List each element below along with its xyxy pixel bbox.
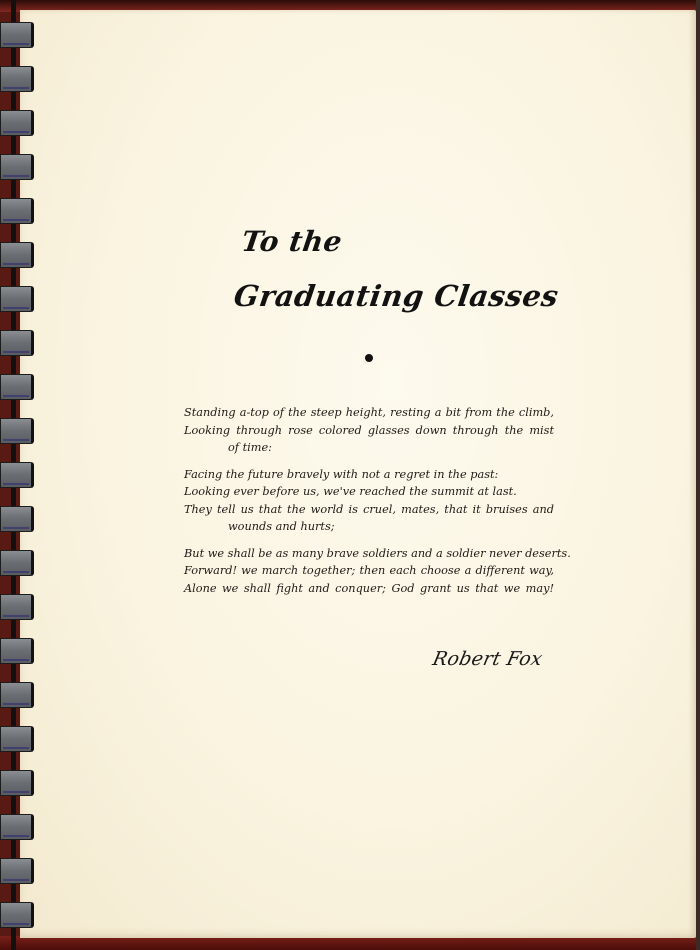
- spiral-coil: [0, 814, 34, 840]
- poem-line: But we shall be as many brave soldiers and a soldier never deserts.: [184, 546, 571, 560]
- poem-line: Standing a-top of the steep height, resting a bit from the climb,: [184, 406, 554, 419]
- poem-line: Looking through rose colored glasses down through the mist: [184, 423, 554, 437]
- spiral-coil: [0, 550, 34, 576]
- spiral-coil: [0, 374, 34, 400]
- author-signature: Robert Fox: [430, 648, 545, 670]
- spiral-coil: [0, 242, 34, 268]
- spiral-coil: [0, 462, 34, 488]
- spiral-coil: [0, 726, 34, 752]
- spiral-coil: [0, 682, 34, 708]
- spiral-coil: [0, 858, 34, 884]
- cover-bottom-edge: [0, 936, 700, 950]
- poem-line: wounds and hurts;: [228, 520, 335, 533]
- spiral-coil: [0, 330, 34, 356]
- poem-line: Alone we shall fight and conquer; God grant us that we may!: [184, 581, 554, 595]
- poem-line: Forward! we march together; then each choose a different way,: [184, 564, 554, 577]
- spiral-coil: [0, 110, 34, 136]
- spiral-coil: [0, 198, 34, 224]
- poem-line: Facing the future bravely with not a regret in the past:: [184, 467, 499, 481]
- spiral-coil: [0, 770, 34, 796]
- spiral-coil: [0, 22, 34, 48]
- poem-line: of time:: [228, 441, 272, 454]
- ornament-dot-icon: [365, 354, 373, 362]
- poem: [184, 404, 571, 606]
- page-title: [230, 215, 569, 323]
- spiral-coil: [0, 66, 34, 92]
- poem-line: They tell us that the world is cruel, mates, that it bruises and: [184, 502, 554, 516]
- spiral-coil: [0, 154, 34, 180]
- poem-stanza-2: [184, 466, 554, 536]
- spiral-coil: [0, 638, 34, 664]
- spiral-coil: [0, 286, 34, 312]
- title-line-1: To the: [239, 225, 345, 258]
- title-line-2: Graduating Classes: [231, 279, 561, 313]
- poem-stanza-1: [184, 404, 554, 457]
- spiral-coil: [0, 418, 34, 444]
- spiral-coil: [0, 594, 34, 620]
- spiral-coil: [0, 506, 34, 532]
- poem-stanza-3: [184, 545, 571, 598]
- poem-line: Looking ever before us, we've reached the summit at last.: [184, 485, 517, 498]
- cover-right-edge: [696, 0, 700, 950]
- spiral-binding: [0, 0, 40, 950]
- spiral-coil: [0, 902, 34, 928]
